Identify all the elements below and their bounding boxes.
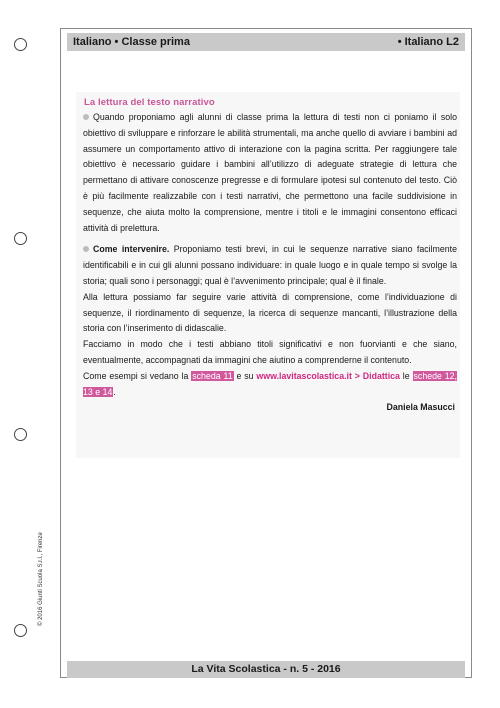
article-body — [83, 110, 457, 416]
ref-schede-12-14[interactable]: schede 12, 13 e 14 — [83, 370, 457, 397]
paragraph-method: Come intervenire. Proponiamo testi brevi, in cui le sequenze narrative siano facilmente identificabili e in cui gli alunni possano individuare: in quale luogo e in quale tempo si svolge la storia; quali sono i personaggi; qual è l’avvenimento principale; qual è il finale. — [83, 244, 457, 286]
page-footer: La Vita Scolastica - n. 5 - 2016 — [67, 661, 465, 678]
paragraph-intro: Quando proponiamo agli alunni di classe prima la lettura di testi non ci poniamo il solo obiettivo di sviluppare e rinforzare le abilità strumentali, ma anche quello di avviare i bambini ad assumere un comportamento attivo di interazione con la pagina scritta. Per raggiungere tale obiettivo è necessario guidare i bambini all’utilizzo di adeguate strategie di lettura che permettano di attivare conoscenze pregresse e di formulare ipotesi sul contenuto del testo. Ciò è più facilmente realizzabile con i testi narrativi, che permettono una facile suddivisione in sequenze, che aiuta molto la comprensione, mentre i titoli e le immagini consentono efficaci attività di prelettura. — [83, 112, 457, 233]
copyright-note: © 2016 Giunti Scuola S.r.l., Firenze — [38, 532, 44, 626]
paragraph-examples: Come esempi si vedano la scheda 11 e su www.lavitascolastica.it > Didattica le schede 12, 13 e 14. — [83, 370, 457, 397]
binder-hole — [14, 428, 27, 441]
page-header — [67, 33, 465, 51]
binder-hole — [14, 38, 27, 51]
lead-in: Come intervenire. — [93, 244, 170, 255]
author-signature: Daniela Masucci — [386, 402, 455, 413]
header-subject: Italiano • Classe prima — [73, 36, 190, 48]
header-section: • Italiano L2 — [397, 36, 459, 48]
paragraph-titles: Facciamo in modo che i testi abbiano titoli significativi e non fuorvianti e che siano, eventualmente, accompagnati da immagini che aiutino a comprenderne il contenuto. — [83, 339, 457, 365]
paragraph-activities: Alla lettura possiamo far seguire varie attività di comprensione, come l’individuazione di sequenze, il riordinamento di sequenze, la ricerca di sequenze mancanti, l’illustrazione della storia con l’inserimento di didascalie. — [83, 291, 457, 334]
ref-scheda-11[interactable]: scheda 11 — [192, 370, 233, 381]
website-link[interactable]: www.lavitascolastica.it > Didattica — [256, 370, 400, 381]
bullet-icon — [83, 246, 89, 252]
binder-hole — [14, 624, 27, 637]
article-title: La lettura del testo narrativo — [84, 97, 215, 108]
bullet-icon — [83, 114, 89, 120]
binder-hole — [14, 232, 27, 245]
